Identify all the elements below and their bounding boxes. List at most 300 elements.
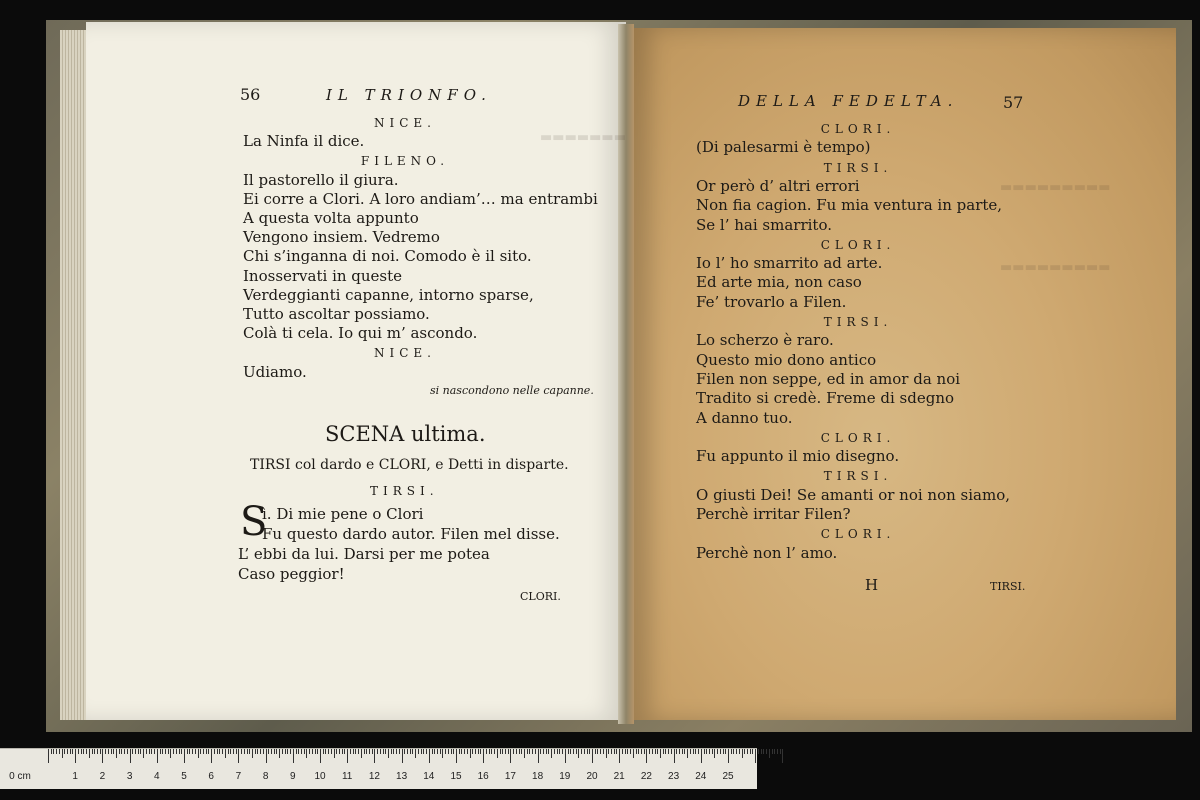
ruler-tick [198, 749, 199, 758]
ruler-tick [554, 749, 555, 754]
verse-line: ì. Di mie pene o Clori [262, 505, 424, 523]
ruler-tick [350, 749, 351, 754]
ruler-tick [723, 749, 724, 754]
ruler-tick [706, 749, 707, 754]
ruler-tick [306, 749, 307, 758]
ruler-tick [774, 749, 775, 754]
ruler-number: 12 [368, 771, 380, 782]
ruler-tick [323, 749, 324, 754]
ruler-tick [426, 749, 427, 754]
ruler-tick [733, 749, 734, 754]
ruler-tick [412, 749, 413, 754]
ruler-tick [568, 749, 569, 754]
ruler-tick [570, 749, 571, 754]
ruler-number: 17 [504, 771, 516, 782]
verse-line: Tradito si credè. Freme di sdegno [696, 389, 955, 408]
ruler-tick [616, 749, 617, 754]
ruler-tick [464, 749, 465, 754]
ruler-tick [361, 749, 362, 758]
ruler-tick [203, 749, 204, 754]
verse-line: Fu appunto il mio disegno. [696, 447, 900, 466]
ruler-tick [279, 749, 280, 758]
ruler-tick [290, 749, 291, 754]
verse-line: O giusti Dei! Se amanti or noi non siamo, [696, 485, 1011, 504]
verse-line: Udiamo. [243, 362, 307, 381]
ruler-tick [132, 749, 133, 754]
ruler-tick [402, 749, 403, 763]
ruler-tick [421, 749, 422, 754]
ruler-tick [138, 749, 139, 754]
verse-line: A danno tuo. [696, 408, 793, 427]
verse-line: (Di palesarmi è tempo) [696, 138, 871, 157]
ruler-tick [608, 749, 609, 754]
ruler-tick [236, 749, 237, 754]
ruler-tick [75, 749, 76, 763]
ruler-tick [622, 749, 623, 754]
ruler-tick [513, 749, 514, 754]
speaker-name: FILENO. [360, 154, 450, 169]
ruler-tick [660, 749, 661, 758]
ruler-tick [116, 749, 117, 758]
ruler-tick [731, 749, 732, 754]
ruler-tick [502, 749, 503, 754]
ruler-tick [557, 749, 558, 754]
ruler-tick [293, 749, 294, 763]
ruler-tick [274, 749, 275, 754]
ruler-tick [143, 749, 144, 758]
ruler-tick [478, 749, 479, 754]
ruler-tick [755, 749, 756, 763]
ruler-tick [92, 749, 93, 754]
ruler-tick [524, 749, 525, 758]
ruler-tick [636, 749, 637, 754]
ruler-tick [260, 749, 261, 754]
ruler-tick [619, 749, 620, 763]
ruler-tick [399, 749, 400, 754]
ruler-tick [668, 749, 669, 754]
ruler-tick [519, 749, 520, 754]
verse-line: Ei corre a Clori. A loro andiam’… ma entrambi [243, 189, 598, 208]
verse-line: La Ninfa il dice. [243, 132, 365, 151]
ruler-number: 9 [290, 771, 296, 782]
ruler-number: 15 [450, 771, 462, 782]
ruler-tick [521, 749, 522, 754]
ruler-number: 18 [532, 771, 544, 782]
ruler-tick [176, 749, 177, 754]
ruler-tick [358, 749, 359, 754]
ruler-tick [189, 749, 190, 754]
ruler-tick [200, 749, 201, 754]
ruler-number: 16 [477, 771, 489, 782]
ruler-tick [761, 749, 762, 754]
ruler-tick [714, 749, 715, 758]
ruler-tick [494, 749, 495, 754]
catchword: TIRSI. [990, 580, 1026, 593]
ruler-tick [766, 749, 767, 754]
ruler-tick [59, 749, 60, 754]
scene-title: SCENA ultima. [325, 422, 486, 446]
ruler-tick [627, 749, 628, 754]
ruler-tick [157, 749, 158, 763]
ruler-tick [146, 749, 147, 754]
ruler-tick [219, 749, 220, 754]
drop-initial: S [240, 499, 268, 545]
speaker-name: NICE. [374, 116, 436, 130]
ruler-tick [62, 749, 63, 758]
ruler-tick [228, 749, 229, 754]
ruler-tick [704, 749, 705, 754]
catchword: CLORI. [520, 590, 561, 603]
ruler-tick [432, 749, 433, 754]
ruler-tick [238, 749, 239, 763]
speaker-name: TIRSI. [823, 469, 893, 484]
ruler-number: 6 [208, 771, 214, 782]
ruler-tick [655, 749, 656, 754]
verse-line: Non fia cagion. Fu mia ventura in parte, [696, 196, 1003, 215]
ruler-tick [102, 749, 103, 763]
ruler-tick [510, 749, 511, 763]
ruler-tick [747, 749, 748, 754]
ruler-tick [217, 749, 218, 754]
ruler-tick [758, 749, 759, 754]
ruler-tick [453, 749, 454, 754]
ruler-tick [119, 749, 120, 754]
ruler-tick [611, 749, 612, 754]
ruler-tick [81, 749, 82, 754]
ruler-tick [309, 749, 310, 754]
ruler-tick [581, 749, 582, 754]
ruler-tick [597, 749, 598, 754]
ruler-tick [445, 749, 446, 754]
ruler-tick [769, 749, 770, 758]
ruler-tick [130, 749, 131, 763]
ruler-tick [682, 749, 683, 754]
ruler-tick [184, 749, 185, 763]
verse-line: Inosservati in queste [243, 266, 403, 285]
ruler-tick [674, 749, 675, 763]
ruler-tick [64, 749, 65, 754]
ruler-tick [459, 749, 460, 754]
speaker-name: CLORI. [820, 237, 896, 252]
ruler-number: 21 [613, 771, 625, 782]
verse-line: Fe’ trovarlo a Filen. [696, 292, 847, 311]
ruler-tick [377, 749, 378, 754]
ruler-tick [170, 749, 171, 758]
ruler-tick [717, 749, 718, 754]
ruler-tick [53, 749, 54, 754]
ruler-tick [606, 749, 607, 758]
ruler-tick [369, 749, 370, 754]
ruler-tick [287, 749, 288, 754]
speaker-name: TIRSI. [823, 315, 893, 329]
ruler-tick [429, 749, 430, 763]
ruler-tick [472, 749, 473, 754]
ruler-number: 25 [722, 771, 734, 782]
ruler-tick [111, 749, 112, 754]
ruler-tick [56, 749, 57, 754]
ruler-tick [540, 749, 541, 754]
ruler-tick [418, 749, 419, 754]
ruler-tick [325, 749, 326, 754]
ruler-tick [649, 749, 650, 754]
ruler-tick [475, 749, 476, 754]
ruler-tick [486, 749, 487, 754]
ruler-tick [671, 749, 672, 754]
ruler-number: 23 [668, 771, 680, 782]
ruler-tick [404, 749, 405, 754]
ruler-tick [263, 749, 264, 754]
ruler-tick [630, 749, 631, 754]
ruler-tick [483, 749, 484, 763]
ruler-tick [437, 749, 438, 754]
ruler-number: 24 [695, 771, 707, 782]
ruler-tick [712, 749, 713, 754]
ruler-tick [135, 749, 136, 754]
ruler-tick [276, 749, 277, 754]
ruler-tick [127, 749, 128, 754]
ruler-tick [423, 749, 424, 754]
verse-line: Se l’ hai smarrito. [696, 215, 832, 234]
verse-line: Perchè non l’ amo. [696, 543, 838, 562]
book-gutter [618, 24, 634, 724]
ruler-tick [603, 749, 604, 754]
ruler-tick [698, 749, 699, 754]
ruler-tick [407, 749, 408, 754]
ruler-tick [208, 749, 209, 754]
ruler-tick [372, 749, 373, 754]
ruler-tick [364, 749, 365, 754]
ruler-tick [113, 749, 114, 754]
verse-line: Fu questo dardo autor. Filen mel disse. [262, 525, 560, 543]
ruler-tick [442, 749, 443, 758]
running-head: IL TRIONFO. [326, 86, 492, 104]
ruler-tick [587, 749, 588, 754]
ruler-tick [780, 749, 781, 754]
ruler-tick [285, 749, 286, 754]
ruler-tick [529, 749, 530, 754]
ruler-tick [535, 749, 536, 754]
ruler-tick [676, 749, 677, 754]
speaker-name: CLORI. [820, 430, 896, 445]
ruler-tick [301, 749, 302, 754]
show-through: ▬▬▬▬▬▬▬ [540, 130, 626, 145]
ruler-tick [687, 749, 688, 758]
ruler-tick [244, 749, 245, 754]
ruler-tick [320, 749, 321, 763]
running-head: DELLA FEDELTA. [738, 92, 959, 110]
verse-line: Io l’ ho smarrito ad arte. [696, 254, 883, 273]
ruler-tick [179, 749, 180, 754]
ruler-tick [644, 749, 645, 754]
ruler-tick [546, 749, 547, 754]
ruler-tick [385, 749, 386, 754]
ruler-tick [701, 749, 702, 763]
ruler-tick [165, 749, 166, 754]
ruler-tick [347, 749, 348, 763]
ruler-tick [78, 749, 79, 754]
show-through: ▬▬▬▬▬▬▬▬▬ [1000, 260, 1111, 275]
ruler-tick [89, 749, 90, 758]
ruler-unit-label: 0 cm [9, 771, 31, 782]
ruler-tick [282, 749, 283, 754]
ruler-tick [124, 749, 125, 754]
verse-line: Chi s’inganna di noi. Comodo è il sito. [243, 247, 532, 266]
ruler-tick [589, 749, 590, 754]
ruler-tick [565, 749, 566, 763]
ruler-tick [763, 749, 764, 754]
ruler-tick [380, 749, 381, 754]
ruler-number: 20 [586, 771, 598, 782]
ruler-tick [315, 749, 316, 754]
verse-line: Vengono insiem. Vedremo [243, 228, 440, 247]
ruler-tick [657, 749, 658, 754]
ruler-tick [505, 749, 506, 754]
ruler-tick [489, 749, 490, 754]
ruler-tick [434, 749, 435, 754]
ruler-tick [366, 749, 367, 754]
ruler-tick [573, 749, 574, 754]
ruler-tick [772, 749, 773, 754]
ruler-tick [527, 749, 528, 754]
speaker-name: CLORI. [820, 527, 896, 542]
ruler-tick [336, 749, 337, 754]
speaker-name: TIRSI. [370, 484, 439, 498]
ruler-tick [195, 749, 196, 754]
ruler-tick [252, 749, 253, 758]
ruler-number: 8 [262, 771, 269, 782]
ruler-number: 19 [559, 771, 571, 782]
ruler-tick [140, 749, 141, 754]
ruler-tick [543, 749, 544, 754]
ruler-tick [470, 749, 471, 758]
ruler-tick [339, 749, 340, 754]
ruler-tick [461, 749, 462, 754]
ruler-tick [304, 749, 305, 754]
verse-line: Tutto ascoltar possiamo. [243, 305, 430, 323]
ruler-number: 10 [314, 771, 326, 782]
ruler-number: 13 [396, 771, 408, 782]
ruler-tick [709, 749, 710, 754]
ruler-tick [728, 749, 729, 763]
ruler-tick [744, 749, 745, 754]
ruler-tick [663, 749, 664, 754]
verse-line: Filen non seppe, ed in amor da noi [696, 369, 961, 388]
ruler-tick [168, 749, 169, 754]
ruler-tick [551, 749, 552, 758]
ruler-tick [211, 749, 212, 763]
ruler-tick [782, 749, 783, 763]
ruler-tick [187, 749, 188, 754]
ruler-tick [51, 749, 52, 754]
ruler-tick [225, 749, 226, 758]
ruler-tick [508, 749, 509, 754]
ruler-tick [415, 749, 416, 758]
verse-line: Ed arte mia, non caso [696, 273, 862, 292]
ruler-tick [562, 749, 563, 754]
ruler-tick [720, 749, 721, 754]
ruler-number: 4 [154, 771, 160, 782]
ruler-tick [538, 749, 539, 763]
ruler-tick [456, 749, 457, 763]
ruler-tick [83, 749, 84, 754]
ruler-tick [584, 749, 585, 754]
ruler-tick [214, 749, 215, 754]
ruler-tick [777, 749, 778, 754]
ruler-tick [149, 749, 150, 754]
ruler-tick [247, 749, 248, 754]
ruler-tick [500, 749, 501, 754]
speaker-name: CLORI. [820, 122, 896, 136]
ruler-tick [206, 749, 207, 754]
ruler-tick [233, 749, 234, 754]
ruler-tick [181, 749, 182, 754]
ruler-tick [154, 749, 155, 754]
ruler-number: 11 [341, 771, 353, 782]
ruler-tick [121, 749, 122, 754]
measurement-ruler [0, 748, 757, 789]
ruler-tick [266, 749, 267, 763]
ruler-tick [440, 749, 441, 754]
verse-line: Verdeggianti capanne, intorno sparse, [243, 285, 534, 304]
ruler-tick [151, 749, 152, 754]
ruler-tick [230, 749, 231, 754]
show-through: ▬▬▬▬▬▬▬▬▬ [1000, 180, 1111, 195]
ruler-tick [578, 749, 579, 758]
ruler-tick [298, 749, 299, 754]
ruler-tick [331, 749, 332, 754]
ruler-tick [410, 749, 411, 754]
verse-line: Or però d’ altri errori [696, 176, 860, 195]
ruler-number: 1 [72, 771, 78, 782]
ruler-tick [255, 749, 256, 754]
ruler-tick [497, 749, 498, 758]
ruler-number: 5 [181, 771, 187, 782]
ruler-tick [693, 749, 694, 754]
ruler-tick [296, 749, 297, 754]
ruler-tick [480, 749, 481, 754]
ruler-tick [695, 749, 696, 754]
verse-line: Colà ti cela. Io qui m’ ascondo. [243, 324, 478, 343]
ruler-tick [600, 749, 601, 754]
ruler-tick [160, 749, 161, 754]
ruler-tick [100, 749, 101, 754]
ruler-number: 2 [99, 771, 106, 782]
stage-direction: si nascondono nelle capanne. [430, 384, 594, 397]
ruler-tick [448, 749, 449, 754]
ruler-tick [86, 749, 87, 754]
ruler-tick [48, 749, 49, 763]
page-number: 57 [1003, 93, 1024, 112]
speaker-name: NICE. [374, 346, 436, 361]
ruler-tick [690, 749, 691, 754]
ruler-tick [532, 749, 533, 754]
ruler-tick [652, 749, 653, 754]
ruler-tick [67, 749, 68, 754]
ruler-tick [249, 749, 250, 754]
signature-mark: H [865, 576, 879, 594]
ruler-tick [467, 749, 468, 754]
ruler-tick [70, 749, 71, 754]
left-page [86, 22, 626, 720]
ruler-tick [108, 749, 109, 754]
ruler-tick [614, 749, 615, 754]
verse-line: Caso peggior! [238, 565, 345, 583]
ruler-tick [625, 749, 626, 754]
ruler-tick [192, 749, 193, 754]
ruler-tick [72, 749, 73, 754]
ruler-tick [388, 749, 389, 758]
verse-line: L’ ebbi da lui. Darsi per me potea [238, 545, 490, 563]
